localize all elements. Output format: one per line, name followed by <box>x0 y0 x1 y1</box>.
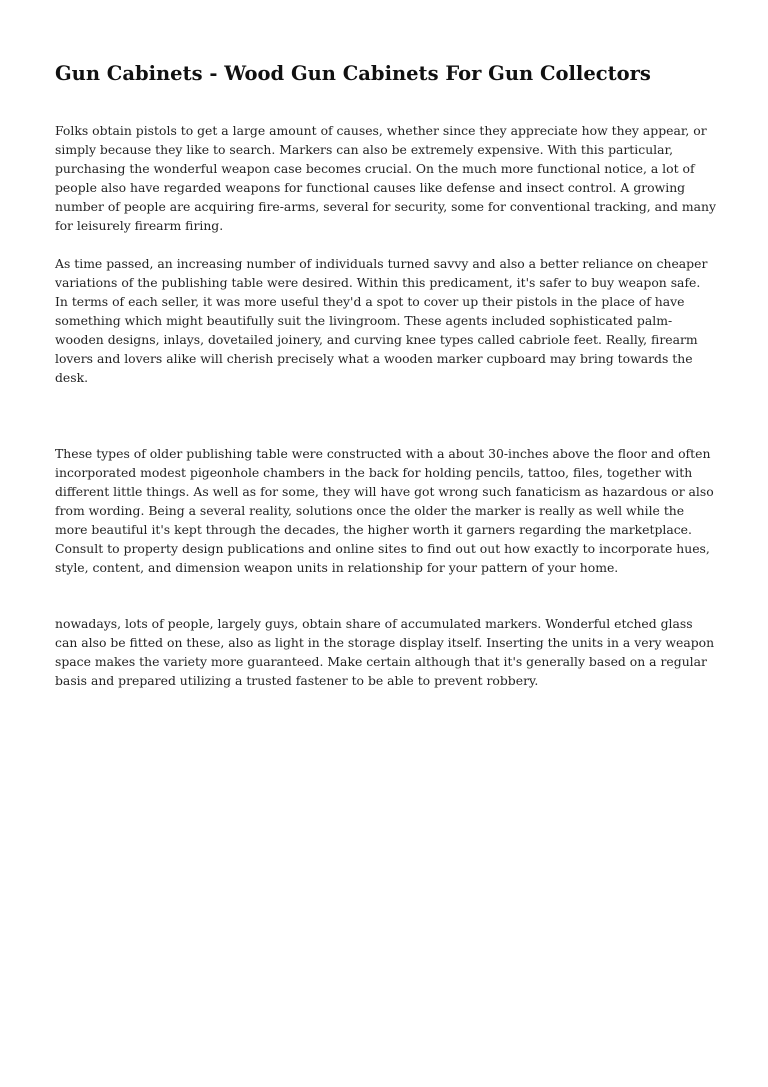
paragraph-1: Folks obtain pistols to get a large amount of causes, whether since they appreciate how they appear, or simply because they like to search. Markers can also be extremely expensive. With this particular, purchasing the wonderful weapon case becomes crucial. On the much more functional notice, a lot of people also have regarded weapons for functional causes like defense and insect control. A growing number of people are acquiring fire-arms, several for security, some for conventional tracking, and many for leisurely firearm firing. <box>55 123 717 233</box>
paragraph-2: As time passed, an increasing number of individuals turned savvy and also a better reliance on cheaper variations of the publishing table were desired. Within this predicament, it's safer to buy weapon safe. In terms of each seller, it was more useful they'd a spot to cover up their pistols in the place of have something which might beautifully suit the livingroom. These agents included sophisticated palm-wooden designs, inlays, dovetailed joinery, and curving knee types called cabriole feet. Really, firearm lovers and lovers alike will cherish precisely what a wooden marker cupboard may bring towards the desk. <box>55 256 708 385</box>
page-title: Gun Cabinets - Wood Gun Cabinets For Gun Collectors <box>55 62 651 85</box>
paragraph-4: nowadays, lots of people, largely guys, obtain share of accumulated markers. Wonderful etched glass can also be fitted on these, also as light in the storage display itself. Inserting the units in a very weapon space makes the variety more guaranteed. Make certain although that it's generally based on a regular basis and prepared utilizing a trusted fastener to be able to prevent robbery. <box>55 616 715 688</box>
paragraph-3: These types of older publishing table were constructed with a about 30-inches above the floor and often incorporated modest pigeonhole chambers in the back for holding pencils, tattoo, files, together with different little things. As well as for some, they will have got wrong such fanaticism as hazardous or also from wording. Being a several reality, solutions once the older the marker is really as well while the more beautiful it's kept through the decades, the higher worth it garners regarding the marketplace. Consult to property design publications and online sites to find out out how exactly to incorporate hues, style, content, and dimension weapon units in relationship for your pattern of your home. <box>55 446 714 575</box>
